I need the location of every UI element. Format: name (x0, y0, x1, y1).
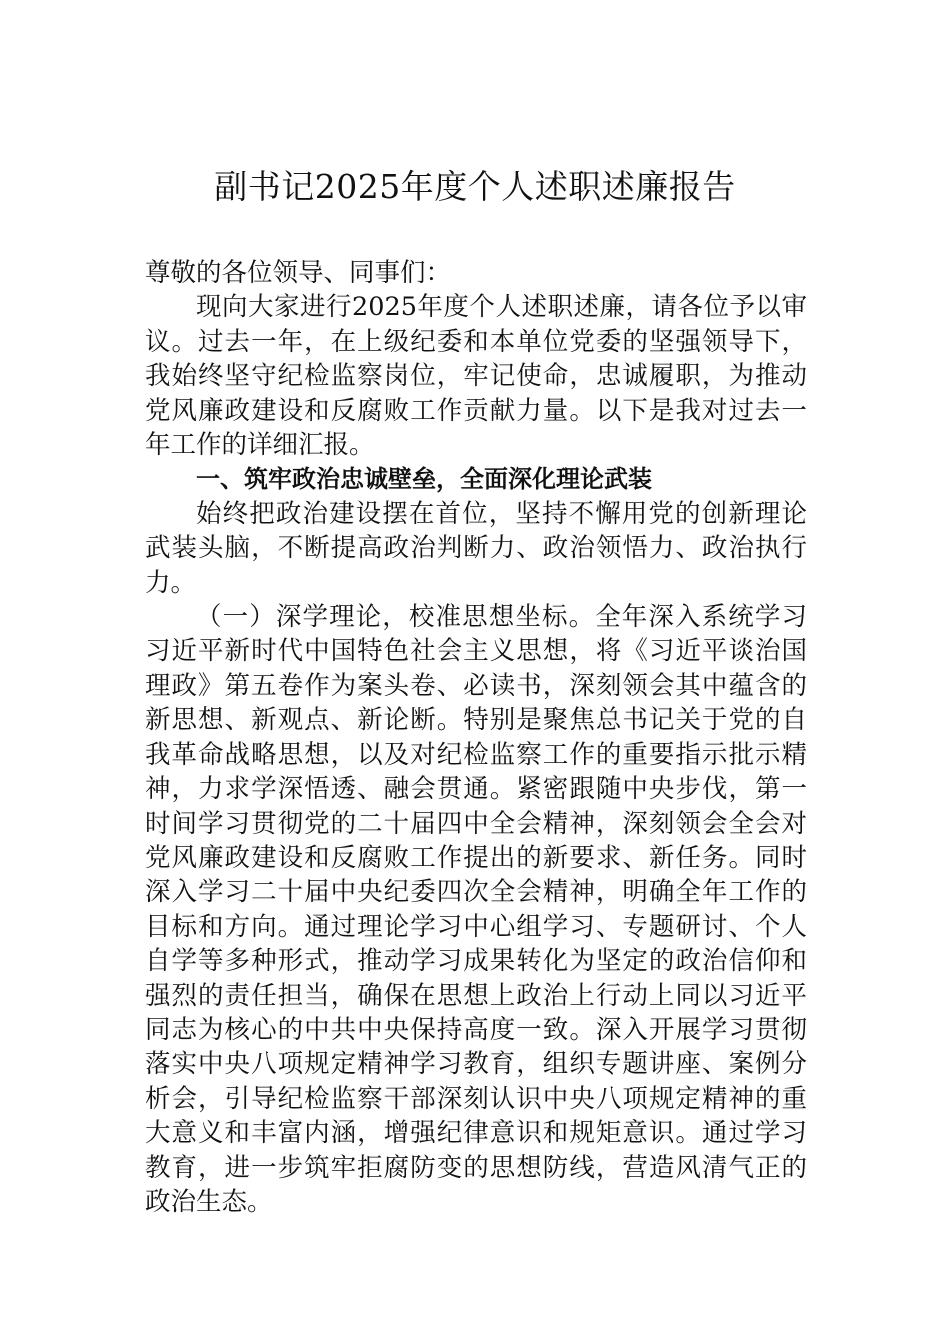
salutation: 尊敬的各位领导、同事们： (145, 258, 452, 288)
document-body (145, 256, 807, 1219)
section-1-heading: 一、筑牢政治忠诚壁垒，全面深化理论武装 (196, 465, 652, 494)
subsection-1-paragraph: （一）深学理论，校准思想坐标。全年深入系统学习习近平新时代中国特色社会主义思想，将《习近平谈治国理政》第五卷作为案头卷、必读书，深刻领会其中蕴含的新思想、新观点、新论断。特别是聚焦总书记关于党的自我革命战略思想，以及对纪检监察工作的重要指示批示精神，力求学深悟透、融会贯通。紧密跟随中央步伐，第一时间学习贯彻党的二十届四中全会精神，深刻领会全会对党风廉政建设和反腐败工作提出的新要求、新任务。同时深入学习二十届中央纪委四次全会精神，明确全年工作的目标和方向。通过理论学习中心组学习、专题研讨、个人自学等多种形式，推动学习成果转化为坚定的政治信仰和强烈的责任担当，确保在思想上政治上行动上同以习近平同志为核心的中共中央保持高度一致。深入开展学习贯彻落实中央八项规定精神学习教育，组织专题讲座、案例分析会，引导纪检监察干部深刻认识中央八项规定精神的重大意义和丰富内涵，增强纪律意识和规矩意识。通过学习教育，进一步筑牢拒腐防变的思想防线，营造风清气正的政治生态。 (145, 602, 807, 1217)
opening-paragraph: 现向大家进行2025年度个人述职述廉，请各位予以审议。过去一年，在上级纪委和本单位党委的坚强领导下，我始终坚守纪检监察岗位，牢记使命，忠诚履职，为推动党风廉政建设和反腐败工作贡献力量。以下是我对过去一年工作的详细汇报。 (145, 292, 807, 461)
section-1-intro: 始终把政治建设摆在首位，坚持不懈用党的创新理论武装头脑，不断提高政治判断力、政治领悟力、政治执行力。 (145, 498, 807, 598)
document-title: 副书记2025年度个人述职述廉报告 (214, 167, 736, 206)
